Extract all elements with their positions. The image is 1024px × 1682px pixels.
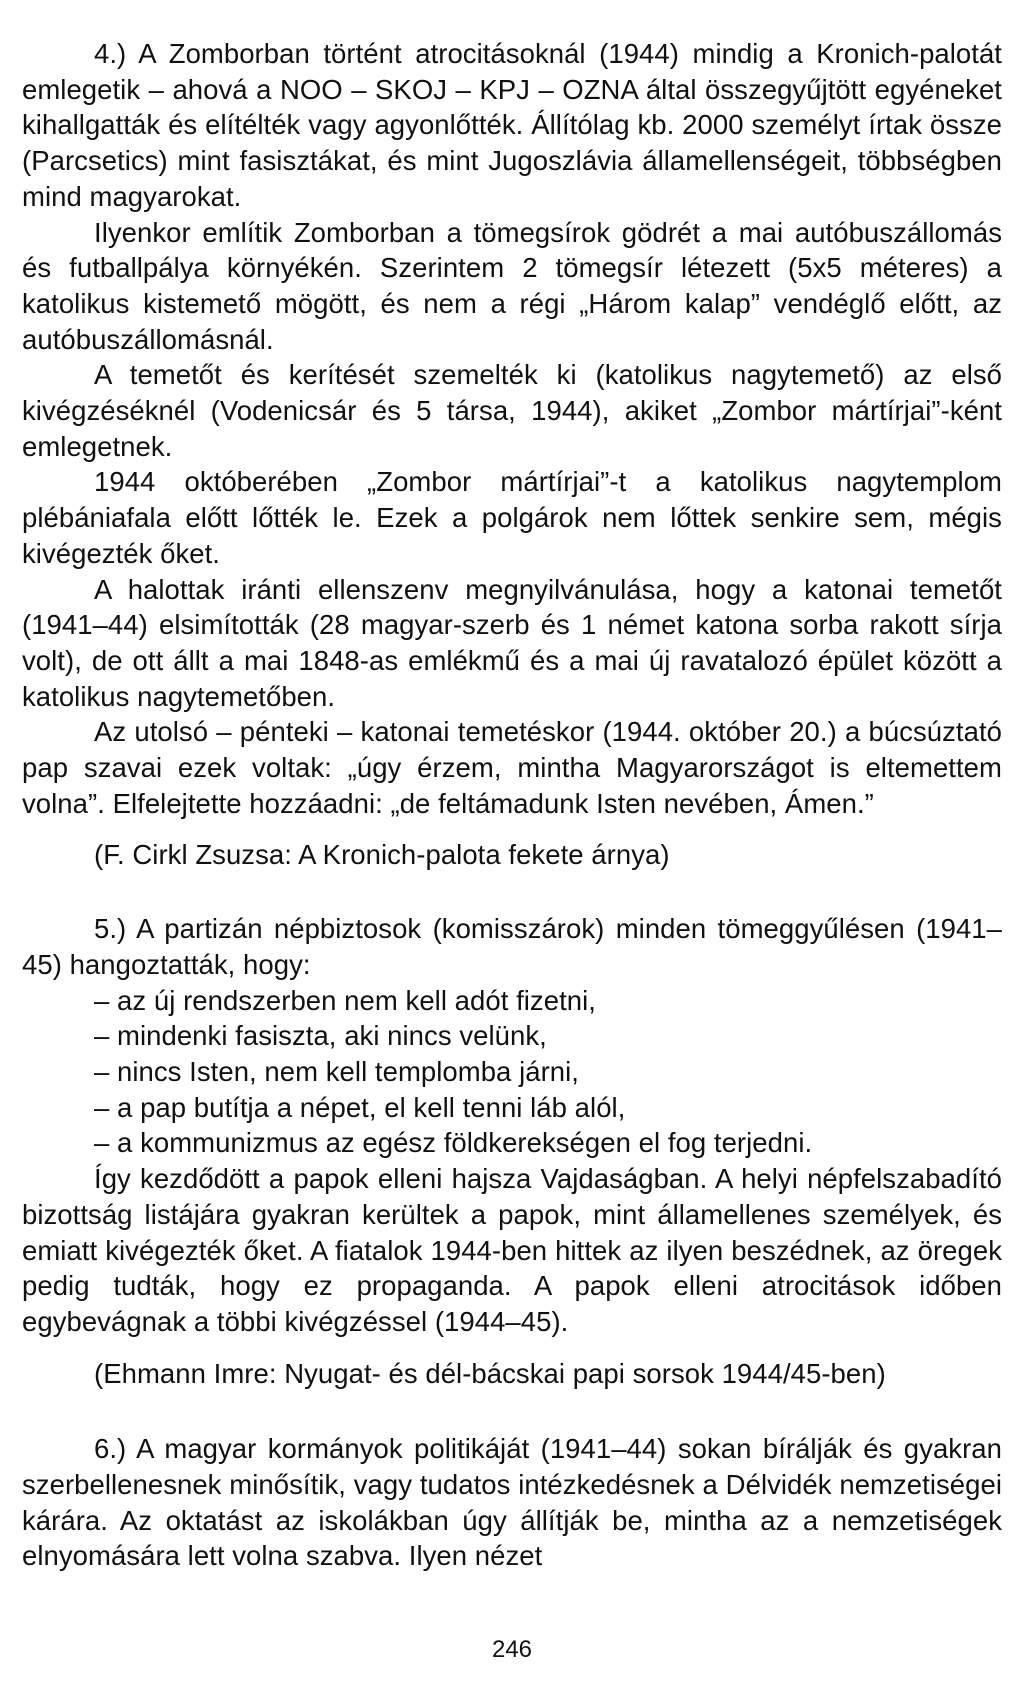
section-6-paragraph: 6.) A magyar kormányok politikáját (1941–44) sokan bírálják és gyakran szerbellenesnek minősítik, vagy tudatos intézkedésnek a Délvidék nemzetiségei kárára. Az oktatást az iskolákban úgy állítják be, mintha az a nemzetiségek elnyomására lett volna szabva. Ilyen nézet bbox=[22, 1433, 1002, 1572]
section-4-paragraph-6: Az utolsó – pénteki – katonai temetéskor (1944. október 20.) a búcsúztató pap szavai ezek voltak: „úgy érzem, mintha Magyarországot is eltemettem volna”. Elfelejtette hozzáadni: „de feltámadunk Isten nevében, Ámen.” bbox=[22, 716, 1002, 819]
spacer bbox=[22, 1391, 1002, 1431]
section-5-list bbox=[22, 983, 1002, 1162]
section-4-paragraph-4: 1944 októberében „Zombor mártírjai”-t a katolikus nagytemplom plébániafala előtt lőtték le. Ezek a polgárok nem lőttek senkire sem, mégis kivégezték őket. bbox=[22, 466, 1002, 569]
section-4-paragraph-2: Ilyenkor említik Zomborban a tömegsírok gödrét a mai autóbuszállomás és futballpálya környékén. Szerintem 2 tömegsír létezett (5x5 méteres) a katolikus kistemető mögött, és nem a régi „Három kalap” vendéglő előtt, az autóbuszállomásnál. bbox=[22, 216, 1002, 355]
list-item: – az új rendszerben nem kell adót fizetni, bbox=[94, 984, 596, 1016]
section-5-intro: 5.) A partizán népbiztosok (komisszárok) minden tömeggyűlésen (1941–45) hangoztatták, hogy: bbox=[22, 913, 1002, 980]
section-4-paragraph-3: A temetőt és kerítését szemelték ki (katolikus nagytemető) az első kivégzéséknél (Vodenicsár és 5 társa, 1944), akiket „Zombor mártírjai”-ként emlegetnek. bbox=[22, 359, 1002, 462]
document-page bbox=[22, 36, 1002, 1574]
page-number: 246 bbox=[491, 1636, 533, 1663]
list-item: – a kommunizmus az egész földkerekségen el fog terjedni. bbox=[94, 1127, 813, 1159]
spacer bbox=[22, 821, 1002, 837]
list-item: – a pap butítja a népet, el kell tenni láb alól, bbox=[94, 1091, 626, 1123]
spacer bbox=[22, 873, 1002, 911]
list-item: – nincs Isten, nem kell templomba járni, bbox=[94, 1055, 579, 1087]
section-4-source: (F. Cirkl Zsuzsa: A Kronich-palota fekete árnya) bbox=[94, 839, 670, 871]
list-item: – mindenki fasiszta, aki nincs velünk, bbox=[94, 1020, 547, 1052]
section-5-source: (Ehmann Imre: Nyugat- és dél-bácskai papi sorsok 1944/45-ben) bbox=[94, 1357, 886, 1389]
section-4-paragraph-1: 4.) A Zomborban történt atrocitásoknál (1944) mindig a Kronich-palotát emlegetik – ahová a NOO – SKOJ – KPJ – OZNA által összegyűjtött egyéneket kihallgatták és elítélték vagy agyonlőtték. Állítólag kb. 2000 személyt írtak össze (Parcsetics) mint fasisztákat, és mint Jugoszlávia államellenségeit, többségben mind magyarokat. bbox=[22, 38, 1002, 212]
spacer bbox=[22, 1340, 1002, 1356]
section-4-paragraph-5: A halottak iránti ellenszenv megnyilvánulása, hogy a katonai temetőt (1941–44) elsimították (28 magyar-szerb és 1 német katona sorba rakott sírja volt), de ott állt a mai 1848-as emlékmű és a mai új ravatalozó épület között a katolikus nagytemetőben. bbox=[22, 573, 1002, 712]
section-5-paragraph: Így kezdődött a papok elleni hajsza Vajdaságban. A helyi népfelszabadító bizottság listájára gyakran kerültek a papok, mint államellenes személyek, és emiatt kivégezték őket. A fiatalok 1944-ben hittek az ilyen beszédnek, az öregek pedig tudták, hogy ez propaganda. A papok elleni atrocitások időben egybevágnak a többi kivégzéssel (1944–45). bbox=[22, 1163, 1002, 1337]
